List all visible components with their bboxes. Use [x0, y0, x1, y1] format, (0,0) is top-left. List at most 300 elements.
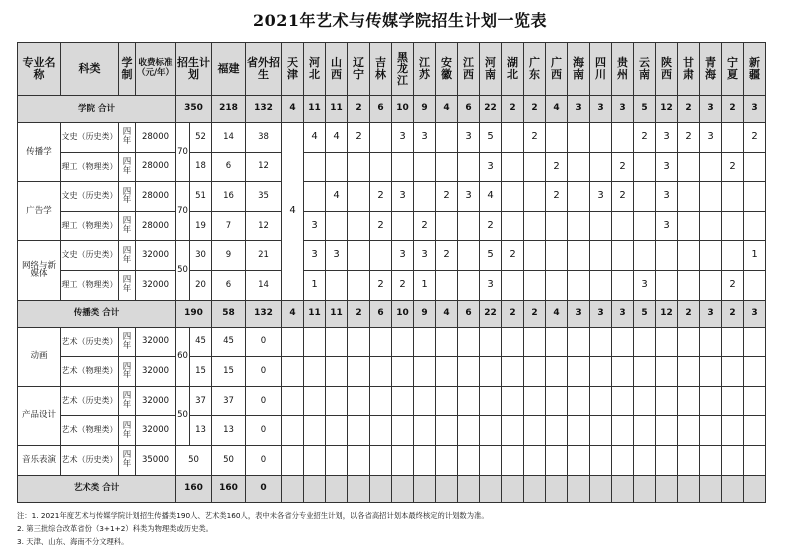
header-outside: 省外招生	[246, 43, 282, 96]
total-province-cell: 4	[436, 300, 458, 327]
plan-cell: 52	[190, 123, 212, 153]
outside-cell: 0	[246, 445, 282, 475]
fee-cell: 28000	[136, 123, 176, 153]
province-cell: 4	[304, 123, 326, 153]
province-cell	[480, 416, 502, 446]
province-cell	[590, 152, 612, 182]
province-cell	[524, 152, 546, 182]
total-fujian: 218	[212, 96, 246, 123]
group-plan-cell: 70	[176, 123, 190, 182]
province-cell	[392, 445, 414, 475]
province-cell: 3	[480, 270, 502, 300]
province-cell	[700, 327, 722, 357]
province-cell	[348, 211, 370, 241]
province-cell	[414, 416, 436, 446]
years-cell: 四年	[119, 416, 136, 446]
header-province: 甘肃	[678, 43, 700, 96]
province-cell	[546, 241, 568, 271]
province-cell	[326, 386, 348, 416]
years-cell: 四年	[119, 123, 136, 153]
province-cell	[612, 123, 634, 153]
province-cell: 2	[414, 211, 436, 241]
plan-cell: 19	[190, 211, 212, 241]
province-cell	[458, 270, 480, 300]
outside-cell: 12	[246, 152, 282, 182]
province-cell	[678, 152, 700, 182]
years-cell: 四年	[119, 357, 136, 387]
total-province-cell: 2	[348, 96, 370, 123]
province-cell	[568, 182, 590, 212]
province-cell	[348, 241, 370, 271]
province-cell	[590, 327, 612, 357]
fujian-cell: 16	[212, 182, 246, 212]
header-province: 四川	[590, 43, 612, 96]
province-cell	[546, 416, 568, 446]
track-cell: 理工（物理类）	[61, 152, 119, 182]
total-province-cell: 11	[326, 96, 348, 123]
header-province: 陕西	[656, 43, 678, 96]
header-province: 天津	[282, 43, 304, 96]
province-cell	[502, 123, 524, 153]
header-province: 广东	[524, 43, 546, 96]
header-province: 江西	[458, 43, 480, 96]
total-plan: 350	[176, 96, 212, 123]
total-province-cell: 6	[370, 300, 392, 327]
major-name: 动画	[18, 327, 61, 386]
outside-cell: 14	[246, 270, 282, 300]
province-cell	[282, 386, 304, 416]
footnote: 注：1. 2021年度艺术与传媒学院计划招生传播类190人、艺术类160人，表中未各省分专业招生计划，以各省高招计划本最终核定的计划数为准。	[17, 511, 489, 520]
header-province: 青海	[700, 43, 722, 96]
province-cell	[326, 211, 348, 241]
total-outside: 132	[246, 96, 282, 123]
total-province-cell: 4	[436, 96, 458, 123]
province-cell	[414, 386, 436, 416]
province-cell	[656, 357, 678, 387]
total-province-cell: 3	[568, 300, 590, 327]
province-cell	[568, 327, 590, 357]
province-cell	[524, 182, 546, 212]
province-cell: 3	[326, 241, 348, 271]
province-cell	[568, 386, 590, 416]
province-cell	[348, 152, 370, 182]
province-cell	[370, 152, 392, 182]
total-province-cell	[282, 475, 304, 502]
province-cell	[348, 357, 370, 387]
total-province-cell	[436, 475, 458, 502]
header-province: 江苏	[414, 43, 436, 96]
outside-cell: 0	[246, 327, 282, 357]
plan-cell: 30	[190, 241, 212, 271]
fujian-cell: 45	[212, 327, 246, 357]
total-province-cell	[612, 475, 634, 502]
footnote: 3. 天津、山东、海南不分文理科。	[17, 537, 129, 546]
major-name: 网络与新媒体	[18, 241, 61, 300]
table-row	[18, 416, 766, 446]
province-cell: 2	[502, 241, 524, 271]
province-cell	[282, 445, 304, 475]
province-cell	[436, 211, 458, 241]
province-cell	[678, 416, 700, 446]
province-cell	[524, 327, 546, 357]
page-title: 2021年艺术与传媒学院招生计划一览表	[252, 11, 548, 30]
total-province-cell: 2	[524, 96, 546, 123]
total-province-cell: 12	[656, 96, 678, 123]
province-cell	[568, 445, 590, 475]
province-cell: 2	[370, 270, 392, 300]
province-cell: 1	[414, 270, 436, 300]
total-province-cell: 2	[722, 300, 744, 327]
province-cell	[546, 445, 568, 475]
header-fujian: 福建	[212, 43, 246, 96]
years-cell: 四年	[119, 182, 136, 212]
province-cell	[392, 152, 414, 182]
province-cell	[568, 211, 590, 241]
fujian-cell: 14	[212, 123, 246, 153]
province-cell	[282, 416, 304, 446]
province-cell	[326, 416, 348, 446]
province-cell	[524, 416, 546, 446]
major-name: 广告学	[18, 182, 61, 241]
total-province-cell: 6	[370, 96, 392, 123]
province-cell	[370, 241, 392, 271]
province-cell	[590, 416, 612, 446]
table-row	[18, 152, 766, 182]
province-cell	[458, 416, 480, 446]
province-cell	[524, 357, 546, 387]
years-cell: 四年	[119, 270, 136, 300]
plan-cell: 18	[190, 152, 212, 182]
province-cell	[480, 327, 502, 357]
province-cell	[458, 445, 480, 475]
province-cell	[700, 270, 722, 300]
province-cell	[700, 211, 722, 241]
province-cell	[700, 357, 722, 387]
total-province-cell	[722, 475, 744, 502]
fee-cell: 35000	[136, 445, 176, 475]
province-cell	[436, 386, 458, 416]
province-cell: 2	[436, 182, 458, 212]
province-cell	[370, 416, 392, 446]
total-province-cell: 9	[414, 300, 436, 327]
total-province-cell: 3	[744, 96, 766, 123]
group-plan-cell: 70	[176, 182, 190, 241]
total-province-cell	[524, 475, 546, 502]
province-cell: 2	[612, 152, 634, 182]
group-plan-cell: 50	[176, 386, 190, 445]
province-cell	[744, 270, 766, 300]
province-cell	[458, 211, 480, 241]
total-row	[18, 475, 766, 502]
province-cell: 2	[722, 152, 744, 182]
total-province-cell	[546, 475, 568, 502]
province-cell	[656, 386, 678, 416]
province-cell: 1	[304, 270, 326, 300]
province-cell: 3	[656, 182, 678, 212]
province-cell: 1	[744, 241, 766, 271]
total-province-cell: 4	[282, 300, 304, 327]
header-province: 黑龙江	[392, 43, 414, 96]
total-province-cell	[700, 475, 722, 502]
total-province-cell: 2	[348, 300, 370, 327]
outside-cell: 12	[246, 211, 282, 241]
province-cell: 2	[546, 152, 568, 182]
total-province-cell: 3	[612, 300, 634, 327]
province-cell: 3	[656, 123, 678, 153]
total-province-cell	[304, 475, 326, 502]
province-cell	[634, 327, 656, 357]
province-cell	[612, 327, 634, 357]
province-cell	[282, 357, 304, 387]
province-cell: 2	[678, 123, 700, 153]
province-cell	[678, 357, 700, 387]
total-fujian: 160	[212, 475, 246, 502]
province-cell	[722, 241, 744, 271]
total-province-cell: 2	[678, 96, 700, 123]
province-cell	[524, 241, 546, 271]
province-cell	[634, 152, 656, 182]
province-cell	[304, 445, 326, 475]
total-province-cell	[414, 475, 436, 502]
track-cell: 艺术（历史类）	[61, 327, 119, 357]
total-province-cell: 10	[392, 96, 414, 123]
table-row	[18, 211, 766, 241]
total-province-cell: 5	[634, 300, 656, 327]
total-outside: 0	[246, 475, 282, 502]
total-province-cell: 2	[524, 300, 546, 327]
total-province-cell: 22	[480, 300, 502, 327]
fee-cell: 32000	[136, 357, 176, 387]
province-cell	[678, 445, 700, 475]
province-cell: 3	[304, 241, 326, 271]
header-province: 云南	[634, 43, 656, 96]
province-cell	[678, 241, 700, 271]
fee-cell: 32000	[136, 327, 176, 357]
total-province-cell	[590, 475, 612, 502]
province-cell: 2	[436, 241, 458, 271]
table-row	[18, 357, 766, 387]
province-cell	[546, 327, 568, 357]
province-cell	[392, 211, 414, 241]
major-name: 传播学	[18, 123, 61, 182]
province-cell: 2	[480, 211, 502, 241]
total-province-cell: 6	[458, 96, 480, 123]
province-cell	[546, 211, 568, 241]
province-cell	[634, 416, 656, 446]
province-cell	[392, 327, 414, 357]
province-cell: 3	[656, 211, 678, 241]
province-cell	[612, 270, 634, 300]
province-cell	[436, 327, 458, 357]
province-cell: 3	[414, 123, 436, 153]
total-province-cell	[370, 475, 392, 502]
province-cell	[700, 182, 722, 212]
header-province: 安徽	[436, 43, 458, 96]
province-cell	[744, 152, 766, 182]
header-row	[18, 43, 766, 96]
province-cell	[722, 123, 744, 153]
province-cell	[436, 152, 458, 182]
total-province-cell: 11	[304, 300, 326, 327]
province-cell: 3	[590, 182, 612, 212]
province-cell: 3	[392, 182, 414, 212]
province-cell	[414, 445, 436, 475]
total-province-cell: 3	[700, 300, 722, 327]
province-cell	[436, 123, 458, 153]
province-cell: 4	[282, 123, 304, 301]
province-cell	[326, 445, 348, 475]
province-cell	[744, 211, 766, 241]
province-cell	[722, 416, 744, 446]
total-province-cell	[458, 475, 480, 502]
province-cell	[590, 445, 612, 475]
province-cell	[458, 357, 480, 387]
province-cell	[392, 416, 414, 446]
province-cell	[304, 416, 326, 446]
province-cell: 2	[524, 123, 546, 153]
province-cell	[744, 357, 766, 387]
total-province-cell: 6	[458, 300, 480, 327]
province-cell: 2	[744, 123, 766, 153]
header-province: 湖北	[502, 43, 524, 96]
province-cell	[480, 445, 502, 475]
province-cell	[436, 416, 458, 446]
province-cell	[590, 386, 612, 416]
province-cell	[458, 386, 480, 416]
total-plan: 190	[176, 300, 212, 327]
province-cell	[678, 211, 700, 241]
fujian-cell: 13	[212, 416, 246, 446]
province-cell	[590, 357, 612, 387]
province-cell: 2	[392, 270, 414, 300]
province-cell: 5	[480, 241, 502, 271]
province-cell	[678, 270, 700, 300]
total-province-cell: 4	[546, 300, 568, 327]
province-cell	[348, 270, 370, 300]
total-province-cell: 3	[568, 96, 590, 123]
outside-cell: 0	[246, 357, 282, 387]
header-track: 科类	[61, 43, 119, 96]
total-province-cell	[656, 475, 678, 502]
fee-cell: 28000	[136, 152, 176, 182]
major-name: 音乐表演	[18, 445, 61, 475]
total-province-cell	[392, 475, 414, 502]
province-cell	[502, 182, 524, 212]
province-cell	[502, 211, 524, 241]
total-province-cell: 9	[414, 96, 436, 123]
track-cell: 文史（历史类）	[61, 123, 119, 153]
province-cell	[700, 152, 722, 182]
province-cell	[678, 386, 700, 416]
province-cell	[348, 416, 370, 446]
province-cell: 4	[326, 123, 348, 153]
province-cell	[568, 270, 590, 300]
province-cell	[502, 270, 524, 300]
province-cell	[678, 182, 700, 212]
header-years: 学制	[119, 43, 136, 96]
province-cell	[722, 445, 744, 475]
group-plan-cell: 50	[176, 241, 190, 300]
track-cell: 文史（历史类）	[61, 241, 119, 271]
total-label: 学院 合计	[18, 96, 176, 123]
province-cell	[612, 211, 634, 241]
fujian-cell: 15	[212, 357, 246, 387]
province-cell	[568, 241, 590, 271]
province-cell	[568, 357, 590, 387]
total-province-cell: 4	[282, 96, 304, 123]
province-cell	[524, 445, 546, 475]
province-cell: 2	[634, 123, 656, 153]
province-cell	[502, 386, 524, 416]
province-cell	[282, 327, 304, 357]
province-cell	[414, 357, 436, 387]
province-cell	[326, 270, 348, 300]
fujian-cell: 37	[212, 386, 246, 416]
outside-cell: 0	[246, 386, 282, 416]
major-name: 产品设计	[18, 386, 61, 445]
province-cell	[546, 357, 568, 387]
province-cell	[414, 327, 436, 357]
header-province: 河北	[304, 43, 326, 96]
province-cell	[414, 182, 436, 212]
province-cell	[700, 445, 722, 475]
total-province-cell: 11	[304, 96, 326, 123]
track-cell: 艺术（历史类）	[61, 386, 119, 416]
province-cell: 3	[656, 152, 678, 182]
province-cell	[744, 416, 766, 446]
fee-cell: 32000	[136, 241, 176, 271]
total-province-cell	[568, 475, 590, 502]
province-cell: 3	[458, 123, 480, 153]
province-cell: 3	[392, 123, 414, 153]
total-province-cell: 3	[590, 300, 612, 327]
outside-cell: 38	[246, 123, 282, 153]
header-plan: 招生计划	[176, 43, 212, 96]
province-cell	[502, 416, 524, 446]
total-fujian: 58	[212, 300, 246, 327]
province-cell: 2	[348, 123, 370, 153]
province-cell	[348, 327, 370, 357]
fujian-cell: 50	[212, 445, 246, 475]
group-plan-cell: 50	[176, 445, 212, 475]
province-cell	[612, 445, 634, 475]
table-row	[18, 270, 766, 300]
province-cell	[744, 182, 766, 212]
total-label: 艺术类 合计	[18, 475, 176, 502]
province-cell	[370, 123, 392, 153]
header-province: 河南	[480, 43, 502, 96]
total-province-cell: 3	[612, 96, 634, 123]
province-cell	[524, 386, 546, 416]
province-cell	[304, 182, 326, 212]
province-cell	[612, 386, 634, 416]
province-cell	[634, 241, 656, 271]
header-province: 广西	[546, 43, 568, 96]
track-cell: 理工（物理类）	[61, 211, 119, 241]
province-cell	[656, 241, 678, 271]
header-province: 新疆	[744, 43, 766, 96]
province-cell	[634, 445, 656, 475]
province-cell	[436, 357, 458, 387]
province-cell	[612, 241, 634, 271]
province-cell	[568, 152, 590, 182]
province-cell: 3	[414, 241, 436, 271]
province-cell	[568, 123, 590, 153]
total-province-cell: 3	[590, 96, 612, 123]
header-province: 吉林	[370, 43, 392, 96]
province-cell: 2	[722, 270, 744, 300]
table-row	[18, 123, 766, 153]
